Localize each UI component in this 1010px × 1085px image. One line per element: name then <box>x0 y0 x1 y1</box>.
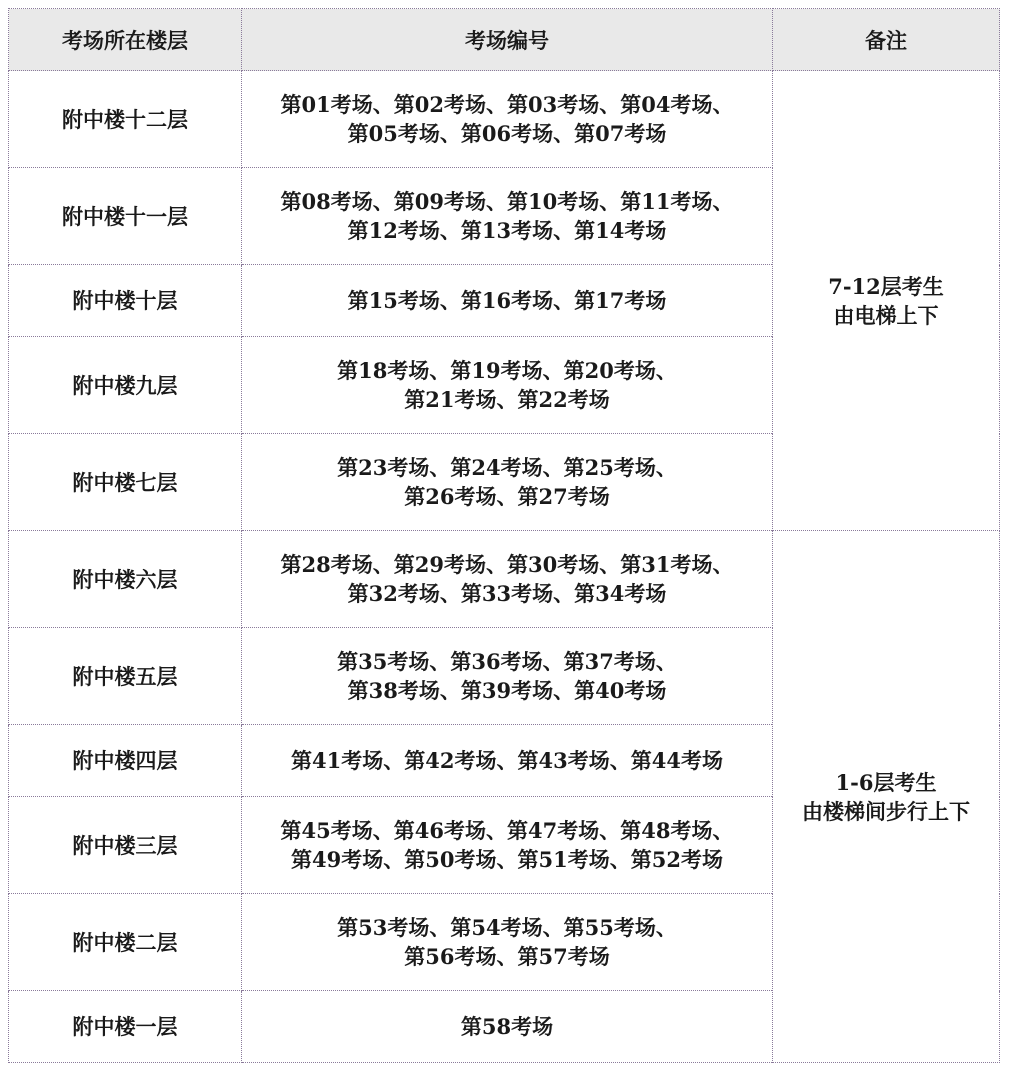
rooms-line: 第45考场、第46考场、第47考场、第48考场、 <box>280 818 734 843</box>
floor-cell: 附中楼五层 <box>9 628 242 725</box>
rooms-cell <box>242 797 773 894</box>
rooms-cell <box>242 894 773 991</box>
rooms-line: 第21考场、第22考场 <box>404 387 610 412</box>
table-row <box>9 531 1000 628</box>
note-line: 7-12层考生 <box>828 273 944 299</box>
rooms-line: 第35考场、第36考场、第37考场、 <box>337 649 677 674</box>
rooms-line: 第53考场、第54考场、第55考场、 <box>337 915 677 940</box>
header-remarks: 备注 <box>773 9 1000 71</box>
rooms-cell <box>242 71 773 168</box>
rooms-line: 第08考场、第09考场、第10考场、第11考场、 <box>280 189 734 214</box>
exam-room-table <box>8 8 1000 1063</box>
note-cell-lower <box>773 531 1000 1063</box>
rooms-line: 第49考场、第50考场、第51考场、第52考场 <box>291 847 723 872</box>
floor-cell: 附中楼十层 <box>9 265 242 337</box>
floor-cell: 附中楼十二层 <box>9 71 242 168</box>
floor-cell: 附中楼七层 <box>9 434 242 531</box>
rooms-cell <box>242 265 773 337</box>
rooms-line: 第41考场、第42考场、第43考场、第44考场 <box>291 748 723 773</box>
header-room-number: 考场编号 <box>242 9 773 71</box>
floor-cell: 附中楼四层 <box>9 725 242 797</box>
table-header-row <box>9 9 1000 71</box>
rooms-line: 第32考场、第33考场、第34考场 <box>347 581 667 606</box>
rooms-line: 第26考场、第27考场 <box>404 484 610 509</box>
note-line: 由楼梯间步行上下 <box>802 798 970 824</box>
rooms-line: 第12考场、第13考场、第14考场 <box>347 218 667 243</box>
rooms-cell <box>242 337 773 434</box>
note-line: 由电梯上下 <box>833 302 939 328</box>
rooms-cell <box>242 991 773 1063</box>
note-line: 1-6层考生 <box>835 769 937 795</box>
note-cell-upper <box>773 71 1000 531</box>
rooms-line: 第56考场、第57考场 <box>404 944 610 969</box>
floor-cell: 附中楼六层 <box>9 531 242 628</box>
rooms-line: 第28考场、第29考场、第30考场、第31考场、 <box>280 552 734 577</box>
rooms-cell <box>242 531 773 628</box>
floor-cell: 附中楼一层 <box>9 991 242 1063</box>
rooms-line: 第18考场、第19考场、第20考场、 <box>337 358 677 383</box>
floor-cell: 附中楼二层 <box>9 894 242 991</box>
rooms-line: 第05考场、第06考场、第07考场 <box>347 121 667 146</box>
rooms-cell <box>242 168 773 265</box>
exam-room-table-container <box>8 8 999 1063</box>
rooms-line: 第58考场 <box>460 1014 554 1039</box>
rooms-cell <box>242 725 773 797</box>
header-floor: 考场所在楼层 <box>9 9 242 71</box>
table-row <box>9 71 1000 168</box>
floor-cell: 附中楼十一层 <box>9 168 242 265</box>
floor-cell: 附中楼三层 <box>9 797 242 894</box>
rooms-cell <box>242 434 773 531</box>
rooms-line: 第01考场、第02考场、第03考场、第04考场、 <box>280 92 734 117</box>
rooms-cell <box>242 628 773 725</box>
floor-cell: 附中楼九层 <box>9 337 242 434</box>
rooms-line: 第15考场、第16考场、第17考场 <box>347 288 667 313</box>
rooms-line: 第23考场、第24考场、第25考场、 <box>337 455 677 480</box>
rooms-line: 第38考场、第39考场、第40考场 <box>347 678 667 703</box>
